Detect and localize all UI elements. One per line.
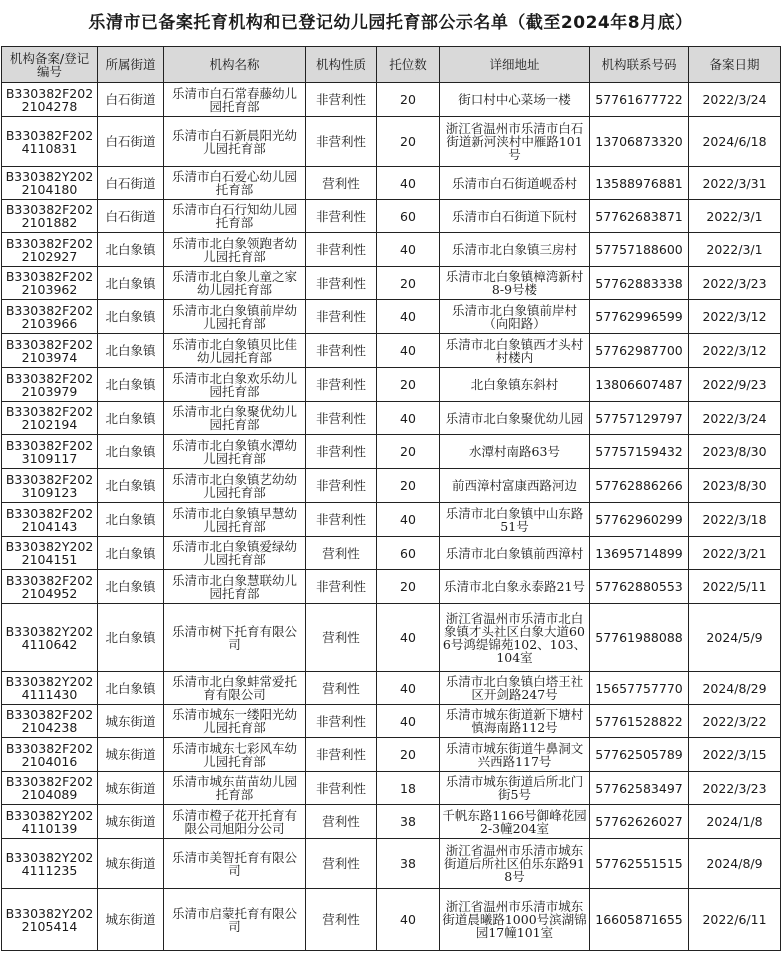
- cell-nature: 非营利性: [306, 705, 377, 738]
- cell-street: 白石街道: [98, 167, 164, 200]
- cell-slots: 18: [377, 772, 440, 805]
- cell-address: 街口村中心菜场一楼: [440, 83, 590, 117]
- cell-phone: 13706873320: [590, 117, 689, 167]
- column-header-id: 机构备案/登记编号: [2, 47, 98, 83]
- cell-slots: 40: [377, 300, 440, 334]
- cell-registration-id: B330382F2022102194: [2, 402, 98, 435]
- cell-street: 城东街道: [98, 805, 164, 839]
- cell-filing-date: 2024/6/18: [689, 117, 781, 167]
- cell-slots: 38: [377, 805, 440, 839]
- cell-registration-id: B330382Y2024111430: [2, 672, 98, 705]
- cell-institution-name: 乐清市启蒙托育有限公司: [164, 889, 306, 951]
- cell-phone: 57757188600: [590, 233, 689, 267]
- cell-registration-id: B330382Y2022104180: [2, 167, 98, 200]
- cell-nature: 营利性: [306, 604, 377, 672]
- cell-slots: 60: [377, 537, 440, 570]
- cell-filing-date: 2022/3/23: [689, 267, 781, 300]
- cell-institution-name: 乐清市树下托育有限公司: [164, 604, 306, 672]
- cell-street: 北白象镇: [98, 368, 164, 402]
- cell-address: 乐清市城东街道牛鼻洞文兴西路117号: [440, 738, 590, 772]
- cell-institution-name: 乐清市北白象镇水潭幼儿园托育部: [164, 435, 306, 469]
- cell-registration-id: B330382F2023109123: [2, 469, 98, 503]
- table-row: [2, 167, 781, 200]
- cell-phone: 15657757770: [590, 672, 689, 705]
- cell-registration-id: B330382Y2022104151: [2, 537, 98, 570]
- cell-registration-id: B330382F2022104143: [2, 503, 98, 537]
- cell-nature: 营利性: [306, 889, 377, 951]
- cell-filing-date: 2022/3/12: [689, 334, 781, 368]
- table-row: [2, 435, 781, 469]
- column-header-slots: 托位数: [377, 47, 440, 83]
- cell-street: 城东街道: [98, 738, 164, 772]
- cell-filing-date: 2024/1/8: [689, 805, 781, 839]
- column-header-name: 机构名称: [164, 47, 306, 83]
- cell-address: 浙江省温州市乐清市白石街道新河浃村中雁路101号: [440, 117, 590, 167]
- cell-nature: 非营利性: [306, 402, 377, 435]
- cell-slots: 20: [377, 570, 440, 604]
- cell-filing-date: 2024/8/29: [689, 672, 781, 705]
- cell-street: 北白象镇: [98, 503, 164, 537]
- cell-institution-name: 乐清市北白象儿童之家幼儿园托育部: [164, 267, 306, 300]
- cell-address: 水潭村南路63号: [440, 435, 590, 469]
- cell-address: 前西漳村富康西路河边: [440, 469, 590, 503]
- cell-phone: 16605871655: [590, 889, 689, 951]
- table-row: [2, 334, 781, 368]
- registry-table: [1, 46, 781, 951]
- column-header-date: 备案日期: [689, 47, 781, 83]
- cell-filing-date: 2022/3/31: [689, 167, 781, 200]
- cell-street: 白石街道: [98, 117, 164, 167]
- table-row: [2, 469, 781, 503]
- cell-address: 乐清市北白象镇樟湾新村8-9号楼: [440, 267, 590, 300]
- cell-street: 北白象镇: [98, 604, 164, 672]
- cell-filing-date: 2022/3/1: [689, 233, 781, 267]
- cell-address: 乐清市城东街道新下塘村慎海南路112号: [440, 705, 590, 738]
- cell-street: 北白象镇: [98, 435, 164, 469]
- cell-institution-name: 乐清市白石新晨阳光幼儿园托育部: [164, 117, 306, 167]
- cell-nature: 非营利性: [306, 334, 377, 368]
- table-row: [2, 117, 781, 167]
- cell-slots: 20: [377, 117, 440, 167]
- cell-slots: 40: [377, 705, 440, 738]
- cell-slots: 20: [377, 267, 440, 300]
- cell-address: 千帆东路1166号御峰花园2-3幢204室: [440, 805, 590, 839]
- cell-phone: 57757129797: [590, 402, 689, 435]
- table-row: [2, 705, 781, 738]
- cell-filing-date: 2022/3/18: [689, 503, 781, 537]
- cell-nature: 非营利性: [306, 503, 377, 537]
- table-row: [2, 772, 781, 805]
- cell-registration-id: B330382F2022101882: [2, 200, 98, 233]
- table-row: [2, 839, 781, 889]
- cell-institution-name: 乐清市美智托育有限公司: [164, 839, 306, 889]
- cell-filing-date: 2022/3/15: [689, 738, 781, 772]
- cell-address: 乐清市北白象镇西才头村村楼内: [440, 334, 590, 368]
- cell-filing-date: 2023/8/30: [689, 435, 781, 469]
- table-body: [2, 83, 781, 951]
- table-row: [2, 267, 781, 300]
- cell-address: 乐清市北白象镇白塔王社区开剑路247号: [440, 672, 590, 705]
- table-row: [2, 738, 781, 772]
- cell-registration-id: B330382F2022103966: [2, 300, 98, 334]
- cell-address: 乐清市北白象聚优幼儿园: [440, 402, 590, 435]
- cell-institution-name: 乐清市北白象蚌常爱托育有限公司: [164, 672, 306, 705]
- cell-address: 乐清市城东街道后所北门街5号: [440, 772, 590, 805]
- table-row: [2, 300, 781, 334]
- cell-address: 乐清市北白象镇中山东路51号: [440, 503, 590, 537]
- cell-address: 乐清市白石街道下阮村: [440, 200, 590, 233]
- cell-street: 北白象镇: [98, 570, 164, 604]
- cell-nature: 非营利性: [306, 83, 377, 117]
- cell-institution-name: 乐清市白石爱心幼儿园托育部: [164, 167, 306, 200]
- cell-registration-id: B330382F2022104238: [2, 705, 98, 738]
- table-header-row: [2, 47, 781, 83]
- cell-filing-date: 2023/8/30: [689, 469, 781, 503]
- cell-nature: 非营利性: [306, 200, 377, 233]
- table-row: [2, 672, 781, 705]
- cell-nature: 非营利性: [306, 267, 377, 300]
- cell-slots: 40: [377, 402, 440, 435]
- cell-institution-name: 乐清市橙子花开托育有限公司旭阳分公司: [164, 805, 306, 839]
- cell-street: 北白象镇: [98, 537, 164, 570]
- cell-nature: 非营利性: [306, 570, 377, 604]
- cell-filing-date: 2022/5/11: [689, 570, 781, 604]
- cell-address: 北白象镇东斜村: [440, 368, 590, 402]
- cell-institution-name: 乐清市北白象镇艺幼幼儿园托育部: [164, 469, 306, 503]
- cell-institution-name: 乐清市城东苗苗幼儿园托育部: [164, 772, 306, 805]
- cell-phone: 57762987700: [590, 334, 689, 368]
- cell-street: 城东街道: [98, 772, 164, 805]
- cell-registration-id: B330382F2022104278: [2, 83, 98, 117]
- cell-phone: 57757159432: [590, 435, 689, 469]
- cell-phone: 57762960299: [590, 503, 689, 537]
- cell-filing-date: 2022/3/23: [689, 772, 781, 805]
- cell-nature: 非营利性: [306, 435, 377, 469]
- cell-slots: 40: [377, 503, 440, 537]
- cell-phone: 13588976881: [590, 167, 689, 200]
- cell-registration-id: B330382Y2024111235: [2, 839, 98, 889]
- cell-registration-id: B330382F2022104952: [2, 570, 98, 604]
- cell-phone: 57762880553: [590, 570, 689, 604]
- cell-phone: 57762583497: [590, 772, 689, 805]
- cell-phone: 13695714899: [590, 537, 689, 570]
- cell-slots: 40: [377, 604, 440, 672]
- cell-institution-name: 乐清市北白象镇贝比佳幼儿园托育部: [164, 334, 306, 368]
- cell-slots: 20: [377, 435, 440, 469]
- cell-registration-id: B330382Y2024110642: [2, 604, 98, 672]
- table-row: [2, 570, 781, 604]
- cell-street: 北白象镇: [98, 334, 164, 368]
- cell-institution-name: 乐清市北白象镇早慧幼儿园托育部: [164, 503, 306, 537]
- cell-filing-date: 2022/3/24: [689, 83, 781, 117]
- cell-phone: 57762626027: [590, 805, 689, 839]
- cell-address: 浙江省温州市乐清市北白象镇才头社区白象大道606号鸿缇锦苑102、103、104室: [440, 604, 590, 672]
- cell-nature: 营利性: [306, 839, 377, 889]
- cell-slots: 38: [377, 839, 440, 889]
- table-row: [2, 83, 781, 117]
- cell-slots: 60: [377, 200, 440, 233]
- cell-address: 乐清市北白象镇三房村: [440, 233, 590, 267]
- cell-institution-name: 乐清市北白象镇爱绿幼儿园托育部: [164, 537, 306, 570]
- cell-street: 北白象镇: [98, 300, 164, 334]
- cell-nature: 非营利性: [306, 117, 377, 167]
- cell-phone: 57762886266: [590, 469, 689, 503]
- cell-filing-date: 2022/3/22: [689, 705, 781, 738]
- cell-institution-name: 乐清市城东一缕阳光幼儿园托育部: [164, 705, 306, 738]
- cell-filing-date: 2024/5/9: [689, 604, 781, 672]
- cell-phone: 57762505789: [590, 738, 689, 772]
- cell-street: 北白象镇: [98, 469, 164, 503]
- cell-slots: 40: [377, 167, 440, 200]
- cell-institution-name: 乐清市北白象欢乐幼儿园托育部: [164, 368, 306, 402]
- cell-nature: 非营利性: [306, 738, 377, 772]
- cell-street: 北白象镇: [98, 233, 164, 267]
- table-row: [2, 402, 781, 435]
- cell-filing-date: 2022/3/1: [689, 200, 781, 233]
- cell-nature: 非营利性: [306, 233, 377, 267]
- cell-street: 城东街道: [98, 889, 164, 951]
- cell-registration-id: B330382F2022103974: [2, 334, 98, 368]
- cell-phone: 57761528822: [590, 705, 689, 738]
- cell-street: 北白象镇: [98, 672, 164, 705]
- cell-registration-id: B330382Y2022105414: [2, 889, 98, 951]
- column-header-address: 详细地址: [440, 47, 590, 83]
- cell-filing-date: 2022/3/21: [689, 537, 781, 570]
- table-row: [2, 889, 781, 951]
- cell-registration-id: B330382F2022102927: [2, 233, 98, 267]
- cell-institution-name: 乐清市白石行知幼儿园托育部: [164, 200, 306, 233]
- cell-nature: 非营利性: [306, 772, 377, 805]
- cell-street: 城东街道: [98, 839, 164, 889]
- table-row: [2, 604, 781, 672]
- cell-registration-id: B330382F2022103979: [2, 368, 98, 402]
- table-row: [2, 537, 781, 570]
- table-row: [2, 233, 781, 267]
- cell-nature: 营利性: [306, 167, 377, 200]
- table-row: [2, 805, 781, 839]
- cell-phone: 57761988088: [590, 604, 689, 672]
- cell-slots: 20: [377, 469, 440, 503]
- cell-slots: 40: [377, 334, 440, 368]
- cell-registration-id: B330382Y2024110139: [2, 805, 98, 839]
- cell-address: 乐清市白石街道岘岙村: [440, 167, 590, 200]
- cell-registration-id: B330382F2022104089: [2, 772, 98, 805]
- cell-institution-name: 乐清市北白象镇前岸幼儿园托育部: [164, 300, 306, 334]
- column-header-phone: 机构联系号码: [590, 47, 689, 83]
- cell-phone: 57761677722: [590, 83, 689, 117]
- cell-street: 北白象镇: [98, 267, 164, 300]
- cell-registration-id: B330382F2023109117: [2, 435, 98, 469]
- cell-phone: 13806607487: [590, 368, 689, 402]
- cell-institution-name: 乐清市城东七彩风车幼儿园托育部: [164, 738, 306, 772]
- cell-filing-date: 2022/6/11: [689, 889, 781, 951]
- cell-slots: 40: [377, 889, 440, 951]
- table-row: [2, 200, 781, 233]
- cell-phone: 57762683871: [590, 200, 689, 233]
- cell-registration-id: B330382F2022103962: [2, 267, 98, 300]
- column-header-nature: 机构性质: [306, 47, 377, 83]
- cell-filing-date: 2022/3/24: [689, 402, 781, 435]
- cell-phone: 57762551515: [590, 839, 689, 889]
- cell-filing-date: 2022/3/12: [689, 300, 781, 334]
- table-row: [2, 503, 781, 537]
- cell-nature: 非营利性: [306, 469, 377, 503]
- cell-street: 白石街道: [98, 83, 164, 117]
- cell-slots: 20: [377, 368, 440, 402]
- cell-phone: 57762996599: [590, 300, 689, 334]
- cell-street: 白石街道: [98, 200, 164, 233]
- cell-institution-name: 乐清市北白象领跑者幼儿园托育部: [164, 233, 306, 267]
- cell-address: 乐清市北白象镇前西漳村: [440, 537, 590, 570]
- column-header-street: 所属街道: [98, 47, 164, 83]
- cell-institution-name: 乐清市白石常春藤幼儿园托育部: [164, 83, 306, 117]
- cell-filing-date: 2022/9/23: [689, 368, 781, 402]
- cell-slots: 40: [377, 672, 440, 705]
- cell-institution-name: 乐清市北白象聚优幼儿园托育部: [164, 402, 306, 435]
- cell-slots: 40: [377, 233, 440, 267]
- cell-address: 浙江省温州市乐清市城东街道晨曦路1000号滨湖锦园17幢101室: [440, 889, 590, 951]
- cell-slots: 20: [377, 738, 440, 772]
- cell-address: 乐清市北白象永泰路21号: [440, 570, 590, 604]
- cell-institution-name: 乐清市北白象慧联幼儿园托育部: [164, 570, 306, 604]
- cell-slots: 20: [377, 83, 440, 117]
- cell-nature: 营利性: [306, 805, 377, 839]
- cell-registration-id: B330382F2024110831: [2, 117, 98, 167]
- cell-nature: 营利性: [306, 537, 377, 570]
- cell-phone: 57762883338: [590, 267, 689, 300]
- cell-street: 北白象镇: [98, 402, 164, 435]
- cell-address: 乐清市北白象镇前岸村（向阳路）: [440, 300, 590, 334]
- cell-nature: 营利性: [306, 672, 377, 705]
- cell-filing-date: 2024/8/9: [689, 839, 781, 889]
- cell-nature: 非营利性: [306, 300, 377, 334]
- cell-nature: 非营利性: [306, 368, 377, 402]
- document-title: 乐清市已备案托育机构和已登记幼儿园托育部公示名单（截至2024年8月底）: [88, 13, 693, 33]
- cell-registration-id: B330382F2022104016: [2, 738, 98, 772]
- cell-street: 城东街道: [98, 705, 164, 738]
- cell-address: 浙江省温州市乐清市城东街道后所社区伯乐东路918号: [440, 839, 590, 889]
- table-row: [2, 368, 781, 402]
